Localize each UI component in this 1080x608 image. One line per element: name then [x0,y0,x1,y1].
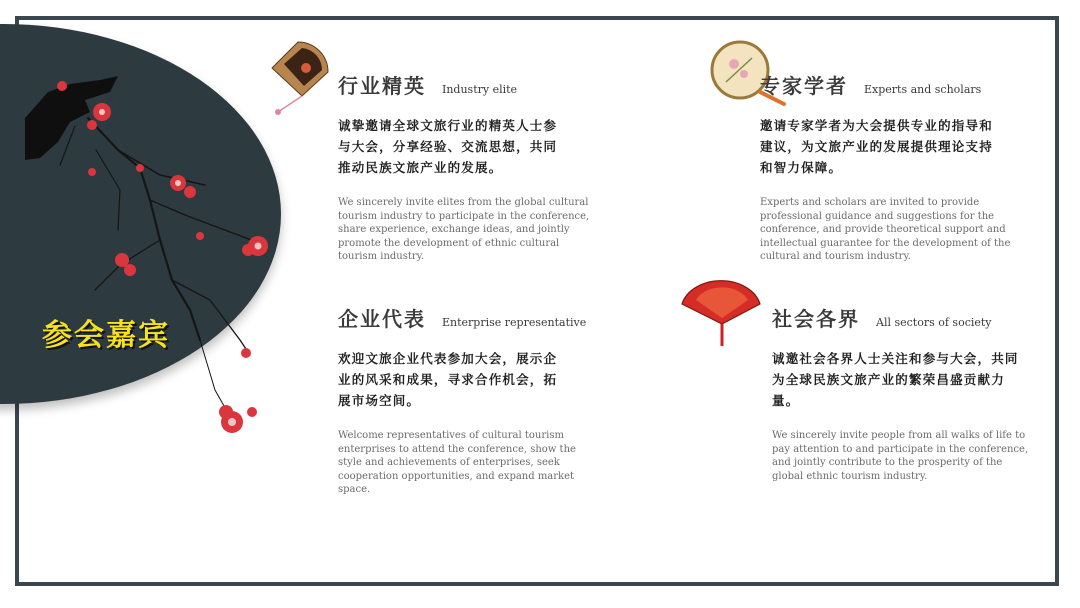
card-experts-scholars [760,70,1030,264]
card-body-cn: 欢迎文旅企业代表参加大会，展示企业的风采和成果，寻求合作机会，拓展市场空间。 [338,351,558,408]
card-body-cn: 诚挚邀请全球文旅行业的精英人士参与大会，分享经验、交流思想，共同推动民族文旅产业的发展。 [338,118,558,175]
card-title-en: Enterprise representative [442,316,587,329]
card-enterprise-representative [338,303,638,497]
card-title-en: All sectors of society [876,316,992,329]
red-folding-fan-icon [678,276,764,348]
card-body-en: We sincerely invite people from all walks of life to pay attention to and participate in the conference, and jointly contribute to the prosperity of the global ethnic tourism industry. [772,430,1029,482]
plum-blossom-branch [0,0,300,460]
card-all-sectors [772,303,1042,483]
card-title-en: Industry elite [442,83,518,96]
folding-fan-icon [258,38,336,116]
card-body-cn: 邀请专家学者为大会提供专业的指导和建议，为文旅产业的发展提供理论支持和智力保障。 [760,118,993,175]
card-title-cn: 行业精英 [338,74,426,98]
card-title-cn: 企业代表 [338,307,426,331]
card-body-en: Welcome representatives of cultural tourism enterprises to attend the conference, show the style and achievements of enterprises, seek cooperation opportunities, and expand market space. [338,430,576,495]
card-title-cn: 社会各界 [772,307,860,331]
card-body-en: We sincerely invite elites from the global cultural tourism industry to participate in the conference, share experience, exchange ideas, and jointly promote the development of ethnic cultural tourism industry. [338,197,590,262]
page-title: 参会嘉宾 [42,318,170,353]
card-body-cn: 诚邀社会各界人士关注和参与大会，共同为全球民族文旅产业的繁荣昌盛贡献力量。 [772,351,1019,408]
card-title-en: Experts and scholars [864,83,982,96]
card-industry-elite [338,70,598,264]
card-title-cn: 专家学者 [760,74,848,98]
card-body-en: Experts and scholars are invited to provide professional guidance and suggestions for the conference, and provide theoretical support and intellectual guarantee for the development of the cultural and tourism industry. [760,197,1011,262]
